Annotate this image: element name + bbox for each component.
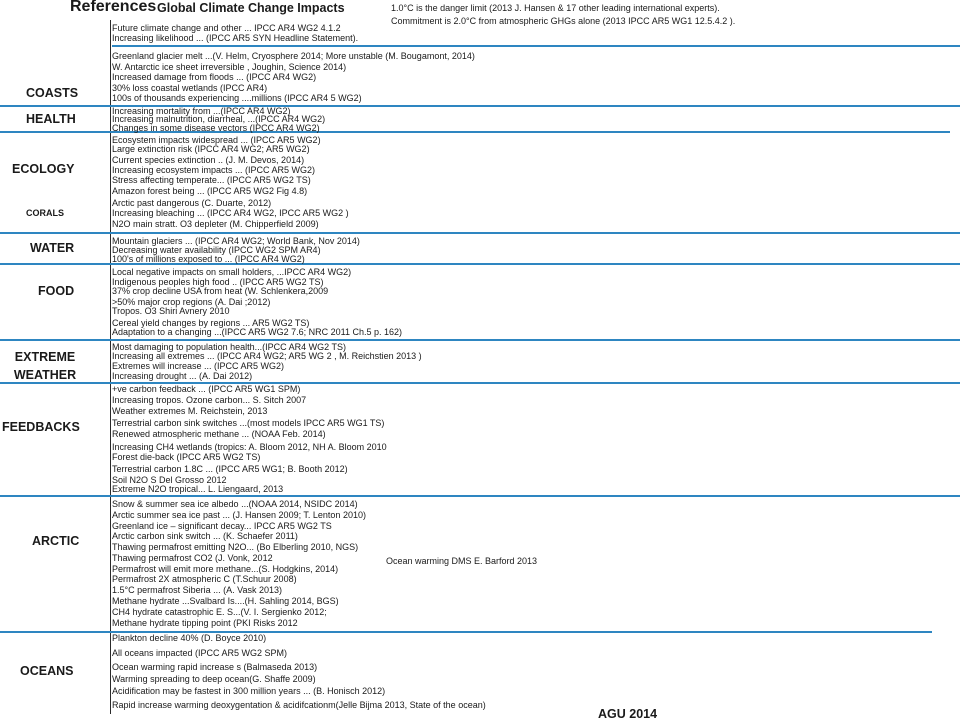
list-item: N2O main stratt. O3 depleter (M. Chipperfield 2009) xyxy=(112,219,319,229)
header-note-commitment: Commitment is 2.0°C from atmospheric GHGs alone (2013 IPCC AR5 WG1 12.5.4.2 ). xyxy=(391,16,736,26)
list-item: Increased damage from floods ... (IPCC AR4 WG2) xyxy=(112,72,317,82)
list-item: Rapid increase warming deoxygentation & acidifcationm(Jelle Bijma 2013, State of the ocean) xyxy=(112,700,486,710)
list-item: Changes in some disease vectors (IPCC AR4 WG2) xyxy=(112,123,320,133)
list-item: Terrestrial carbon sink switches ...(most models IPCC AR5 WG1 TS) xyxy=(112,418,385,428)
list-item: Most damaging to population health...(IPCC AR4 WG2 TS) xyxy=(112,342,346,352)
separator-food xyxy=(0,339,960,341)
list-item: Thawing permafrost CO2 (J. Vonk, 2012 xyxy=(112,553,273,563)
list-item: Arctic summer sea ice past ... (J. Hansen 2009; T. Lenton 2010) xyxy=(112,510,366,520)
category-extreme-line1: EXTREME xyxy=(14,350,76,364)
list-item: Arctic carbon sink switch ... (K. Schaefer 2011) xyxy=(112,531,298,541)
category-health: HEALTH xyxy=(26,112,76,126)
list-item: Arctic past dangerous (C. Duarte, 2012) xyxy=(112,198,272,208)
category-food: FOOD xyxy=(38,284,75,298)
list-item: >50% major crop regions (A. Dai ;2012) xyxy=(112,297,271,307)
list-item: Increasing malnutrition, diarrheal, ...(IPCC AR4 WG2) xyxy=(112,114,326,124)
footer-label: AGU 2014 xyxy=(598,707,658,721)
list-item: Future climate change and other ... IPCC AR4 WG2 4.1.2 xyxy=(112,23,341,33)
separator-feedbacks xyxy=(0,495,960,497)
list-item: Local negative impacts on small holders, ...IPCC AR4 WG2) xyxy=(112,267,352,277)
category-oceans: OCEANS xyxy=(20,664,74,678)
list-item: Large extinction risk (IPCC AR4 WG2; AR5 WG2) xyxy=(112,144,310,154)
list-item: Ecosystem impacts widespread ... (IPCC AR5 WG2) xyxy=(112,135,321,145)
list-item: Extremes will increase ... (IPCC AR5 WG2) xyxy=(112,361,285,371)
list-item: Plankton decline 40% (D. Boyce 2010) xyxy=(112,633,267,643)
list-item: Increasing drought ... (A. Dai 2012) xyxy=(112,371,253,381)
list-item: Greenland glacier melt ...(V. Helm, Cryosphere 2014; More unstable (M. Bougamont, 2014) xyxy=(112,51,475,61)
list-item: Extreme N2O tropical... L. Liengaard, 2013 xyxy=(112,484,284,494)
list-item: 100's of millions exposed to ... (IPCC AR4 WG2) xyxy=(112,254,305,264)
list-item: Thawing permafrost emitting N2O... (Bo Elberling 2010, NGS) xyxy=(112,542,359,552)
list-item: Decreasing water availability (IPCC WG2 SPM AR4) xyxy=(112,245,321,255)
list-item: Permafrost will emit more methane...(S. Hodgkins, 2014) xyxy=(112,564,339,574)
list-item: Amazon forest being ... (IPCC AR5 WG2 Fig 4.8) xyxy=(112,186,308,196)
list-item: W. Antarctic ice sheet irreversible , Joughin, Science 2014) xyxy=(112,62,347,72)
list-item: Increasing tropos. Ozone carbon... S. Sitch 2007 xyxy=(112,395,307,405)
arctic-side-note: Ocean warming DMS E. Barford 2013 xyxy=(386,556,538,566)
list-item: Warming spreading to deep ocean(G. Shaffe 2009) xyxy=(112,674,316,684)
list-item: Increasing likelihood ... (IPCC AR5 SYN Headline Statement). xyxy=(112,33,359,43)
list-item: Methane hydrate tipping point (PKI Risks 2012 xyxy=(112,618,298,628)
separator-ecology xyxy=(0,232,960,234)
page-title: References xyxy=(70,0,157,15)
list-item: Increasing CH4 wetlands (tropics: A. Bloom 2012, NH A. Bloom 2010 xyxy=(112,442,387,452)
category-coasts: COASTS xyxy=(26,86,79,100)
list-item: Mountain glaciers ... (IPCC AR4 WG2; World Bank, Nov 2014) xyxy=(112,236,360,246)
list-item: Current species extinction .. (J. M. Devos, 2014) xyxy=(112,155,305,165)
list-item: 100s of thousands experiencing ....millions (IPCC AR4 5 WG2) xyxy=(112,93,362,103)
list-item: 37% crop decline USA from heat (W. Schlenkera,2009 xyxy=(112,286,329,296)
list-item: Snow & summer sea ice albedo ...(NOAA 2014, NSIDC 2014) xyxy=(112,499,358,509)
list-item: Cereal yield changes by regions ... AR5 WG2 TS) xyxy=(112,318,310,328)
separator-top xyxy=(112,45,960,47)
category-extreme-line2: WEATHER xyxy=(13,368,77,382)
list-item: Increasing ecosystem impacts ... (IPCC AR5 WG2) xyxy=(112,165,316,175)
list-item: Forest die-back (IPCC AR5 WG2 TS) xyxy=(112,452,261,462)
page-subtitle: Global Climate Change Impacts xyxy=(157,1,345,15)
list-item: Increasing mortality from ...(IPCC AR4 WG2) xyxy=(112,106,291,116)
list-item: 30% loss coastal wetlands (IPCC AR4) xyxy=(112,83,268,93)
list-item: Increasing bleaching ... (IPCC AR4 WG2, IPCC AR5 WG2 ) xyxy=(112,208,349,218)
header-note-danger-limit: 1.0°C is the danger limit (2013 J. Hansen & 17 other leading international experts). xyxy=(391,3,720,13)
list-item: Increasing all extremes ... (IPCC AR4 WG2; AR5 WG 2 , M. Reichstien 2013 ) xyxy=(112,351,422,361)
list-item: Greenland ice – significant decay... IPCC AR5 WG2 TS xyxy=(112,521,332,531)
category-water: WATER xyxy=(30,241,75,255)
list-item: +ve carbon feedback ... (IPCC AR5 WG1 SPM) xyxy=(112,384,301,394)
list-item: Acidification may be fastest in 300 million years ... (B. Honisch 2012) xyxy=(112,686,386,696)
category-ecology: ECOLOGY xyxy=(12,162,75,176)
list-item: Terrestrial carbon 1.8C ... (IPCC AR5 WG1; B. Booth 2012) xyxy=(112,464,348,474)
list-item: Ocean warming rapid increase s (Balmaseda 2013) xyxy=(112,662,318,672)
category-corals: CORALS xyxy=(26,208,64,218)
list-item: 1.5°C permafrost Siberia ... (A. Vask 2013) xyxy=(112,585,283,595)
list-item: Stress affecting temperate... (IPCC AR5 WG2 TS) xyxy=(112,175,311,185)
list-item: Indigenous peoples high food .. (IPCC AR5 WG2 TS) xyxy=(112,277,324,287)
list-item: Soil N2O S Del Grosso 2012 xyxy=(112,475,227,485)
category-extreme-weather xyxy=(12,348,78,384)
list-item: Renewed atmospheric methane ... (NOAA Feb. 2014) xyxy=(112,429,326,439)
list-item: All oceans impacted (IPCC AR5 WG2 SPM) xyxy=(112,648,288,658)
list-item: Methane hydrate ...Svalbard Is....(H. Sahling 2014, BGS) xyxy=(112,596,339,606)
category-arctic: ARCTIC xyxy=(32,534,80,548)
list-item: Adaptation to a changing ...(IPCC AR5 WG2 7.6; NRC 2011 Ch.5 p. 162) xyxy=(112,327,402,337)
list-item: Weather extremes M. Reichstein, 2013 xyxy=(112,406,268,416)
category-feedbacks: FEEDBACKS xyxy=(2,420,80,434)
column-divider xyxy=(110,20,111,714)
list-item: Tropos. O3 Shiri Avnery 2010 xyxy=(112,306,230,316)
list-item: Permafrost 2X atmospheric C (T.Schuur 2008) xyxy=(112,574,297,584)
list-item: CH4 hydrate catastrophic E. S...(V. I. Sergienko 2012; xyxy=(112,607,327,617)
